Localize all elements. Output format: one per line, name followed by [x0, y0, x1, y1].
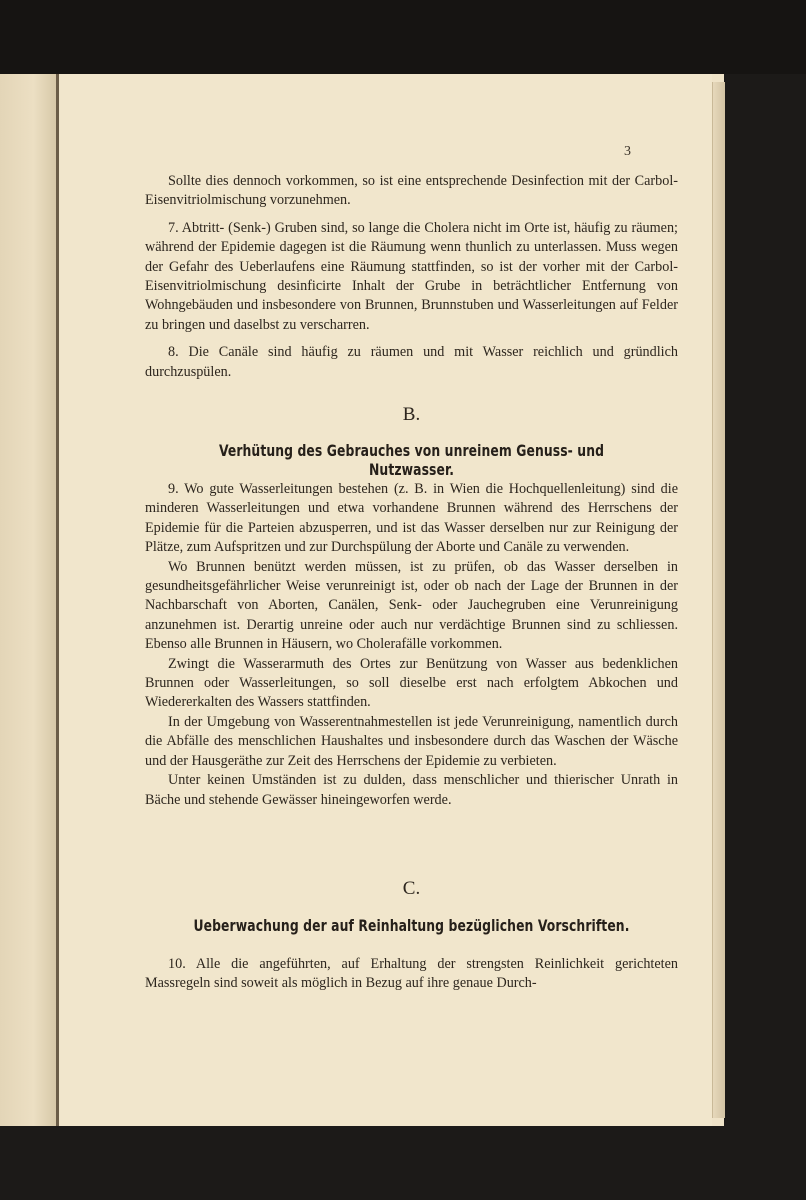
section-c-body	[145, 955, 678, 994]
paragraph-desinfection: Sollte dies dennoch vorkommen, so ist eine entsprechende Desinfection mit der Carbol-Eisenvitriolmischung vorzunehmen.	[145, 173, 678, 209]
section-c-letter: C.	[402, 878, 421, 899]
paragraph-9: 9. Wo gute Wasserleitungen bestehen (z. B. in Wien die Hochquellenleitung) sind die minderen Wasserleitungen und etwa vorhandene Brunnen während des Herrschens der Epidemie für die Parteien abzusperren, und ist das Wasser derselben nur zur Reinigung der Plätze, zum Aufspritzen und zur Durchspülung der Aborte und Canäle zu verwenden.	[145, 481, 678, 556]
section-c-heading: Ueberwachung der auf Reinhaltung bezüglichen Vorschriften.	[193, 916, 630, 935]
section-a-continuation	[145, 172, 678, 382]
scan-background-top	[0, 0, 806, 74]
book-spread	[0, 74, 724, 1126]
page-stack-edge	[712, 82, 725, 1118]
section-b-letter: B.	[402, 404, 421, 425]
paragraph-8: 8. Die Canäle sind häufig zu räumen und mit Wasser reichlich und gründlich durchzuspülen.	[145, 344, 678, 380]
paragraph-9-refuse: Unter keinen Umständen ist zu dulden, dass menschlicher und thierischer Unrath in Bäche und stehende Gewässer hineingeworfen werde.	[145, 772, 678, 808]
paragraph-9-wells: Wo Brunnen benützt werden müssen, ist zu prüfen, ob das Wasser derselben in gesundheitsgefährlicher Weise verunreinigt ist, oder ob nach der Lage der Brunnen in der Nachbarschaft von Aborten, Canälen, Senk- oder Jauchegruben eine Verunreinigung anzunehmen ist. Derartig unreine oder auch nur verdächtige Brunnen sind zu schliessen. Ebenso alle Brunnen in Häusern, wo Cholerafälle vorkommen.	[145, 558, 678, 653]
section-b-heading: Verhütung des Gebrauches von unreinem Genuss- und Nutzwasser.	[218, 441, 605, 479]
paragraph-7: 7. Abtritt- (Senk-) Gruben sind, so lange die Cholera nicht im Orte ist, häufig zu räumen; während der Epidemie dagegen ist die Räumung wenn thunlich zu unterlassen. Muss wegen der Gefahr des Ueberlaufens eine Räumung stattfinden, so ist der vorher mit der Carbol-Eisenvitriolmischung desinficirte Inhalt der Grube in beträchtlicher Entfernung von Wohngebäuden und insbesondere von Brunnen, Brunnstuben und Wasserleitungen auf Felder zu bringen und daselbst zu verscharren.	[145, 219, 678, 333]
paragraph-9-surroundings: In der Umgebung von Wasserentnahmestellen ist jede Verunreinigung, namentlich durch die Abfälle des menschlichen Haushaltes und insbesondere durch das Waschen der Wäsche und der Hausgeräthe zur Zeit des Herrschens der Epidemie zu verbieten.	[145, 713, 678, 769]
section-b-body	[145, 480, 678, 810]
paragraph-10: 10. Alle die angeführten, auf Erhaltung der strengsten Reinlichkeit gerichteten Massregeln sind soweit als möglich in Bezug auf ihre genaue Durch-	[145, 956, 678, 992]
left-page-edge	[0, 74, 56, 1126]
document-page	[59, 74, 712, 1126]
page-number: 3	[624, 144, 631, 159]
paragraph-9-boiling: Zwingt die Wasserarmuth des Ortes zur Benützung von Wasser aus bedenklichen Brunnen oder Wasserleitungen, so soll dieselbe erst nach erfolgtem Abkochen und Wiedererkalten des Wassers stattfinden.	[145, 655, 678, 711]
